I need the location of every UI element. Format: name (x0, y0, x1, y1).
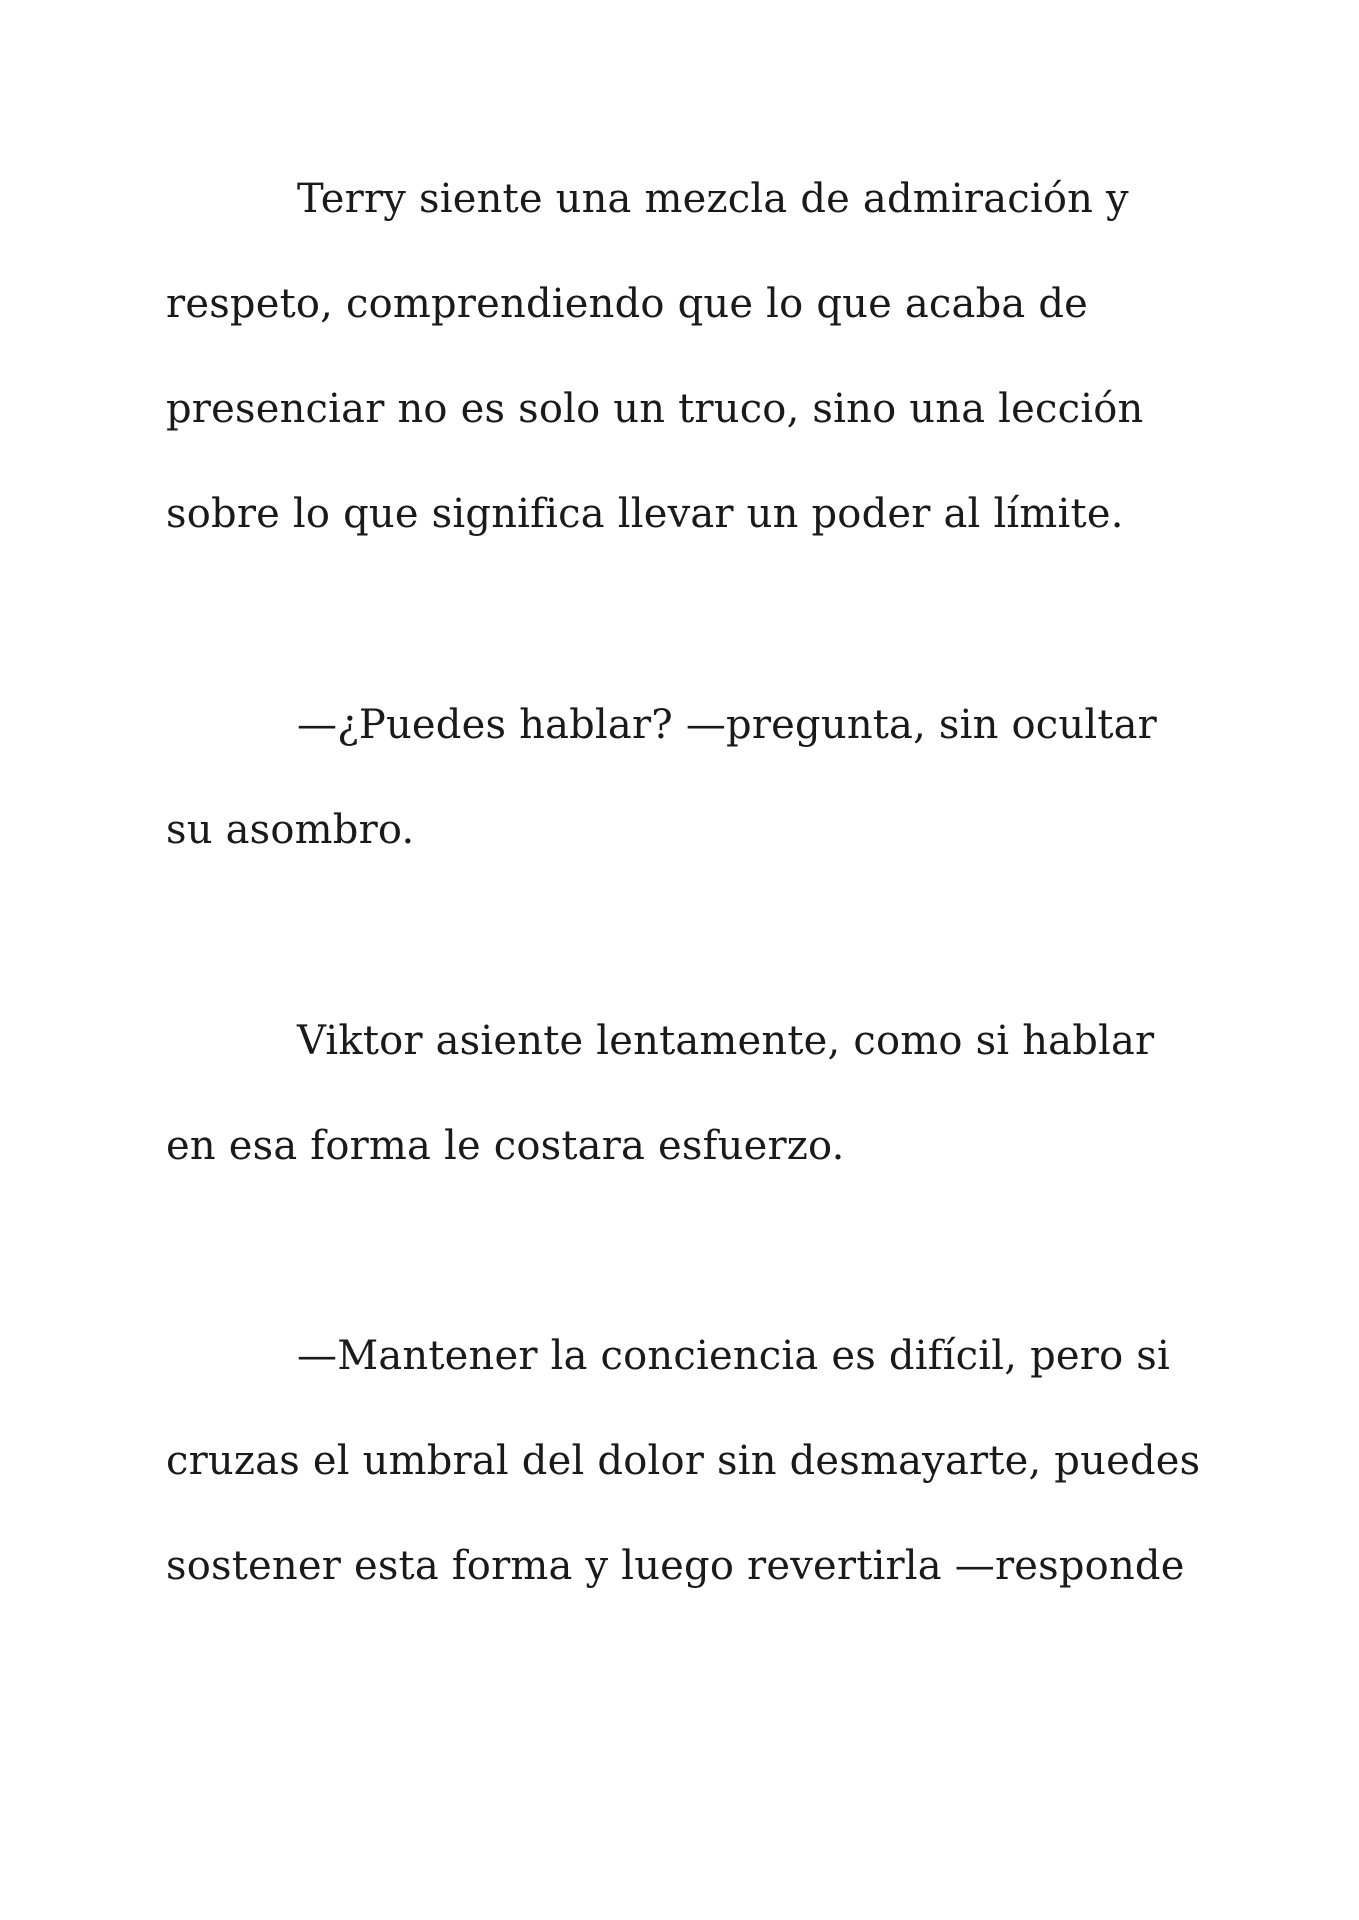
text-line: presenciar no es solo un truco, sino una lección (166, 386, 1144, 432)
text-line: respeto, comprendiendo que lo que acaba de (166, 281, 1089, 327)
text-line: —¿Puedes hablar? —pregunta, sin ocultar (297, 702, 1158, 748)
text-line: su asombro. (166, 807, 415, 853)
text-line: Viktor asiente lentamente, como si hablar (297, 1018, 1155, 1064)
text-line: sostener esta forma y luego revertirla —responde (166, 1543, 1185, 1589)
text-line: —Mantener la conciencia es difícil, pero si (297, 1333, 1171, 1379)
text-line: en esa forma le costara esfuerzo. (166, 1123, 845, 1169)
text-line: sobre lo que significa llevar un poder al límite. (166, 491, 1124, 537)
text-line: cruzas el umbral del dolor sin desmayarte, puedes (166, 1438, 1201, 1484)
text-line: Terry siente una mezcla de admiración y (297, 176, 1129, 222)
